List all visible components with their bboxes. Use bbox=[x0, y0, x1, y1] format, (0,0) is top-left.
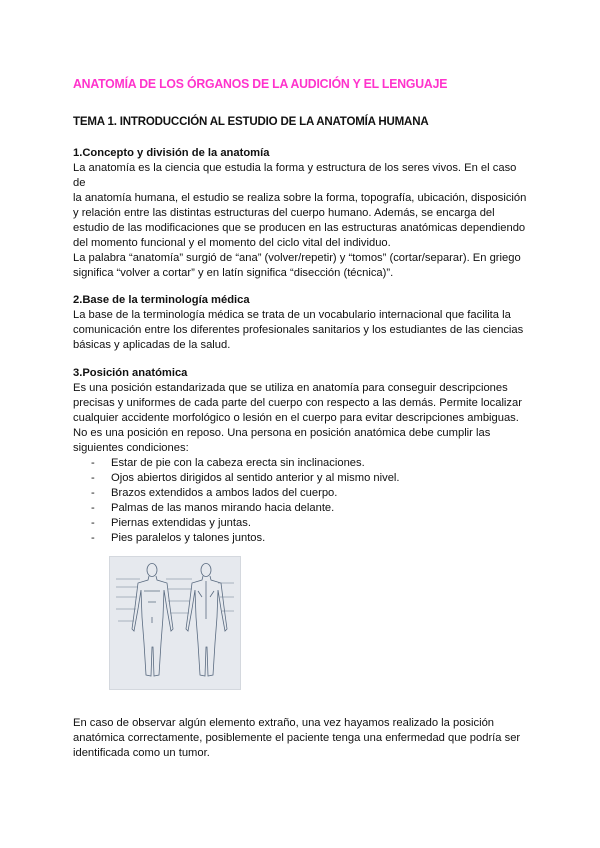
section-concepto bbox=[73, 146, 531, 251]
paragraph-line: cualquier accidente morfológico o lesión en el cuerpo para evitar descripciones ambiguas. bbox=[73, 412, 519, 424]
paragraph-line: del momento funcional y el momento del ciclo vital del individuo. bbox=[73, 237, 391, 249]
list-item: - Ojos abiertos dirigidos al sentido anterior y al mismo nivel. bbox=[91, 471, 531, 486]
paragraph-etymology bbox=[73, 251, 531, 281]
paragraph-line: básicas y aplicadas de la salud. bbox=[73, 339, 231, 351]
paragraph-line: Es una posición estandarizada que se utiliza en anatomía para conseguir descripciones bbox=[73, 382, 508, 394]
paragraph-line: La palabra “anatomía” surgió de “ana” (volver/repetir) y “tomos” (cortar/separar). En griego bbox=[73, 252, 521, 264]
section-title: 1.Concepto y división de la anatomía bbox=[73, 147, 270, 159]
anatomical-position-image bbox=[109, 556, 241, 690]
anatomical-figures-illustration bbox=[110, 557, 240, 689]
paragraph-line: La anatomía es la ciencia que estudia la forma y estructura de los seres vivos. En el caso de bbox=[73, 162, 517, 189]
section-title: 2.Base de la terminología médica bbox=[73, 294, 250, 306]
paragraph-line: comunicación entre los diferentes profesionales sanitarios y los estudiantes de las ciencias bbox=[73, 324, 524, 336]
paragraph-line: La base de la terminología médica se trata de un vocabulario internacional que facilita la bbox=[73, 309, 511, 321]
list-item: - Piernas extendidas y juntas. bbox=[91, 516, 531, 531]
list-item: - Estar de pie con la cabeza erecta sin inclinaciones. bbox=[91, 456, 531, 471]
paragraph-line: la anatomía humana, el estudio se realiza sobre la forma, topografía, ubicación, disposición bbox=[73, 192, 527, 204]
list-item: - Palmas de las manos mirando hacia delante. bbox=[91, 501, 531, 516]
paragraph-line: En caso de observar algún elemento extraño, una vez hayamos realizado la posición bbox=[73, 717, 495, 729]
paragraph-line: No es una posición en reposo. Una persona en posición anatómica debe cumplir las bbox=[73, 427, 491, 439]
paragraph-closing bbox=[73, 716, 531, 761]
section-title: 3.Posición anatómica bbox=[73, 367, 188, 379]
section-terminologia bbox=[73, 293, 531, 353]
paragraph-line: anatómica correctamente, posiblemente el paciente tenga una enfermedad que podría ser bbox=[73, 732, 521, 744]
conditions-list bbox=[73, 456, 531, 546]
paragraph-line: significa “volver a cortar” y en latín significa “disección (técnica)”. bbox=[73, 267, 394, 279]
paragraph-line: precisas y uniformes de cada parte del cuerpo con respecto a las demás. Permite localizar bbox=[73, 397, 522, 409]
paragraph-line: estudio de las modificaciones que se producen en las estructuras anatómicas dependiendo bbox=[73, 222, 526, 234]
document-title: ANATOMÍA DE LOS ÓRGANOS DE LA AUDICIÓN Y EL LENGUAJE bbox=[73, 76, 448, 91]
paragraph-line: identificada como un tumor. bbox=[73, 747, 210, 759]
paragraph-line: y relación entre las distintas estructuras del cuerpo humano. Además, se encarga del bbox=[73, 207, 495, 219]
list-item: - Pies paralelos y talones juntos. bbox=[91, 531, 531, 546]
paragraph-line: siguientes condiciones: bbox=[73, 442, 189, 454]
section-posicion bbox=[73, 366, 531, 546]
topic-heading: TEMA 1. INTRODUCCIÓN AL ESTUDIO DE LA ANATOMÍA HUMANA bbox=[73, 114, 429, 128]
list-item: - Brazos extendidos a ambos lados del cuerpo. bbox=[91, 486, 531, 501]
